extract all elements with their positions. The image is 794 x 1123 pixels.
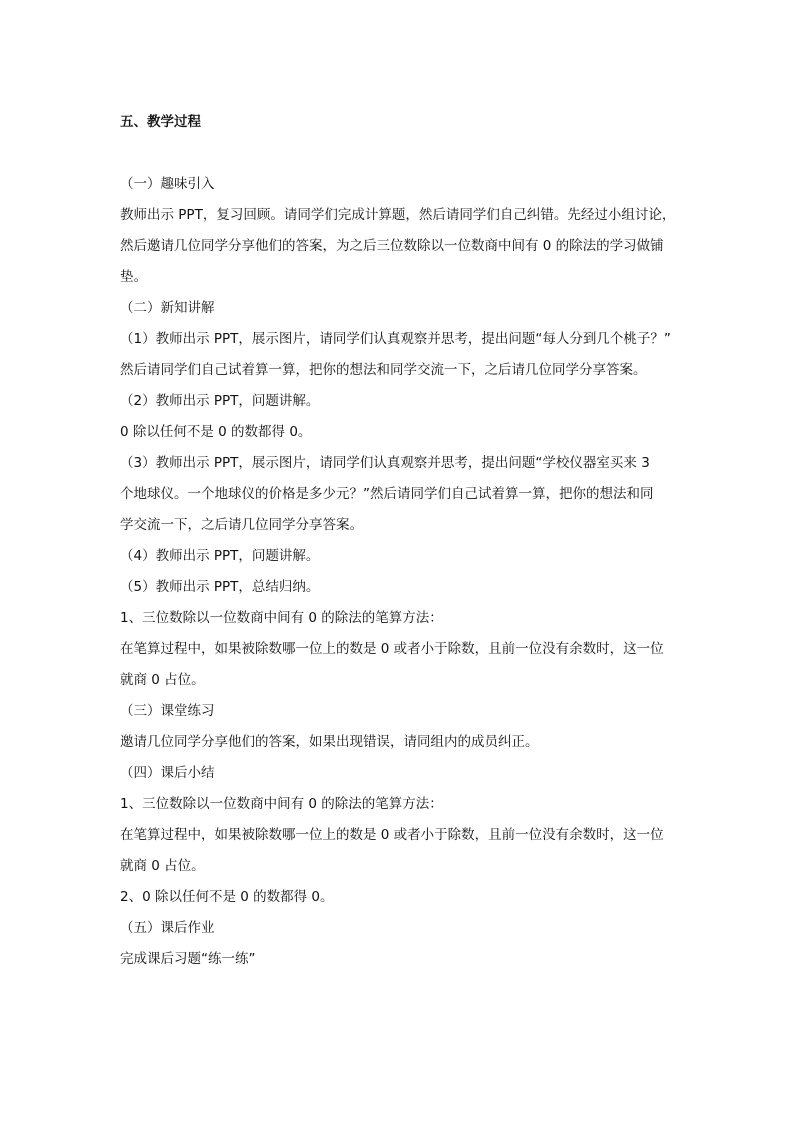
paragraph (120, 634, 680, 696)
paragraph (120, 386, 680, 417)
text-line: 教师出示 PPT，复习回顾。请同学们完成计算题，然后请同学们自己纠错。先经过小组讨论， (120, 207, 676, 223)
paragraph (120, 417, 680, 448)
text-line: （1）教师出示 PPT，展示图片，请同学们认真观察并思考，提出问题“每人分到几个桃子？” (120, 331, 671, 347)
paragraph (120, 541, 680, 572)
text-line: （3）教师出示 PPT，展示图片，请同学们认真观察并思考，提出问题“学校仪器室买来 3 (120, 455, 650, 471)
paragraph (120, 913, 680, 944)
paragraph (120, 324, 680, 386)
text-line: 学交流一下，之后请几位同学分享答案。 (120, 517, 363, 533)
text-line: 然后邀请几位同学分享他们的答案，为之后三位数除以一位数商中间有 0 的除法的学习做铺 (120, 238, 664, 254)
text-line: 2、0 除以任何不是 0 的数都得 0。 (120, 889, 334, 905)
text-line: （三）课堂练习 (120, 703, 215, 719)
paragraph (120, 572, 680, 603)
paragraph (120, 789, 680, 820)
paragraph (120, 200, 680, 293)
text-line: 在笔算过程中，如果被除数哪一位上的数是 0 或者小于除数，且前一位没有余数时，这一位 (120, 641, 664, 657)
paragraph (120, 169, 680, 200)
text-line: 1、三位数除以一位数商中间有 0 的除法的笔算方法： (120, 796, 443, 812)
text-line: 邀请几位同学分享他们的答案，如果出现错误，请同组内的成员纠正。 (120, 734, 539, 750)
text-line: 1、三位数除以一位数商中间有 0 的除法的笔算方法： (120, 610, 443, 626)
text-line: 个地球仪。一个地球仪的价格是多少元？”然后请同学们自己试着算一算，把你的想法和同 (120, 486, 654, 502)
text-line: 就商 0 占位。 (120, 672, 205, 688)
paragraph (120, 758, 680, 789)
paragraph (120, 944, 680, 975)
text-line: 完成课后习题“练一练” (120, 951, 256, 967)
paragraph (120, 603, 680, 634)
text-line: （二）新知讲解 (120, 300, 215, 316)
text-line: （5）教师出示 PPT，总结归纳。 (120, 579, 320, 595)
text-line: （五）课后作业 (120, 920, 215, 936)
text-line: 就商 0 占位。 (120, 858, 205, 874)
blank-line (120, 138, 680, 169)
paragraph (120, 696, 680, 727)
paragraph-list (120, 169, 680, 975)
text-line: 然后请同学们自己试着算一算，把你的想法和同学交流一下，之后请几位同学分享答案。 (120, 362, 647, 378)
text-line: 在笔算过程中，如果被除数哪一位上的数是 0 或者小于除数，且前一位没有余数时，这一位 (120, 827, 664, 843)
document-body (120, 107, 680, 975)
paragraph (120, 882, 680, 913)
paragraph (120, 448, 680, 541)
text-line: （4）教师出示 PPT，问题讲解。 (120, 548, 320, 564)
section-title: 五、教学过程 (120, 114, 201, 130)
paragraph (120, 727, 680, 758)
text-line: （2）教师出示 PPT，问题讲解。 (120, 393, 320, 409)
text-line: 0 除以任何不是 0 的数都得 0。 (120, 424, 312, 440)
paragraph (120, 293, 680, 324)
text-line: （一）趣味引入 (120, 176, 215, 192)
paragraph (120, 820, 680, 882)
text-line: （四）课后小结 (120, 765, 215, 781)
text-line: 垫。 (120, 269, 147, 285)
